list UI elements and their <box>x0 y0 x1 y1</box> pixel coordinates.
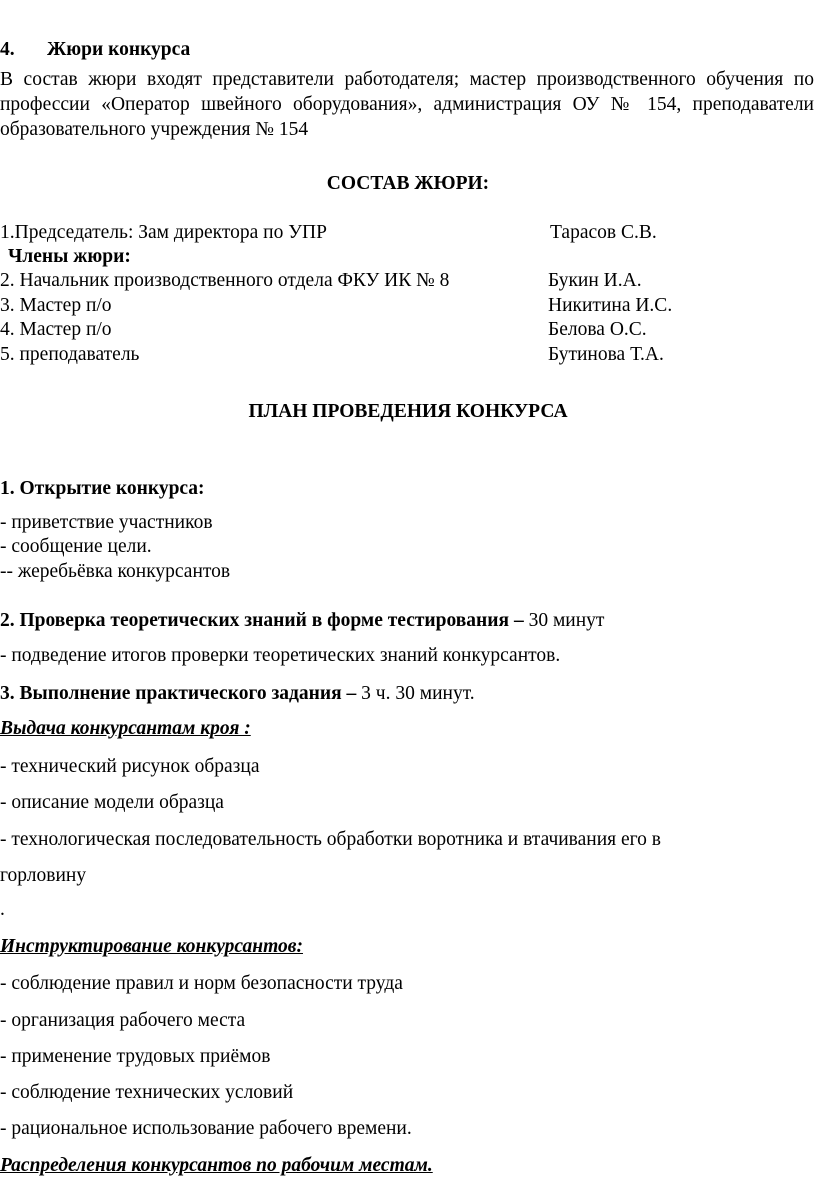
jury-member-name: Букин И.А. <box>548 270 642 291</box>
stage1-item: -- жеребьёвка конкурсантов <box>0 561 231 582</box>
plan-heading: ПЛАН ПРОВЕДЕНИЯ КОНКУРСА <box>248 401 568 422</box>
stage3-title: 3. Выполнение практического задания – <box>0 683 357 704</box>
issue-heading: Выдача конкурсантам кроя : <box>0 718 251 739</box>
issue-item: горловину <box>0 865 87 886</box>
instruction-item: - соблюдение технических условий <box>0 1082 294 1103</box>
intro-paragraph: В состав жюри входят представители работодателя; мастер производственного обучения по профессии «Оператор швейного оборудования», администрация ОУ № 154, преподаватели образовательного учреждения № 154 <box>0 69 814 140</box>
instruction-item: - рациональное использование рабочего времени. <box>0 1118 412 1139</box>
issue-item: - технологическая последовательность обработки воротника и втачивания его в <box>0 829 662 850</box>
stage1-item: - сообщение цели. <box>0 536 152 557</box>
jury-members-heading: Члены жюри: <box>8 246 131 267</box>
section-heading <box>0 38 191 62</box>
jury-member-role: 2. Начальник производственного отдела ФКУ ИК № 8 <box>0 270 450 291</box>
instruction-item: - организация рабочего места <box>0 1010 246 1031</box>
distribution-heading: Распределения конкурсантов по рабочим местам. <box>0 1155 433 1176</box>
instruction-item: - применение трудовых приёмов <box>0 1046 271 1067</box>
stage2-line <box>0 609 604 633</box>
jury-chair-name: Тарасов С.В. <box>550 222 657 243</box>
issue-item: - технический рисунок образца <box>0 756 260 777</box>
stage3-line <box>0 682 475 706</box>
stage1-title: 1. Открытие конкурса: <box>0 478 205 499</box>
jury-member-name: Никитина И.С. <box>548 295 673 316</box>
jury-member-name: Бутинова Т.А. <box>548 344 664 365</box>
jury-member-role: 5. преподаватель <box>0 344 140 365</box>
stage2-duration: 30 минут <box>523 610 605 631</box>
jury-chair-role: 1.Председатель: Зам директора по УПР <box>0 222 327 243</box>
stage1-item: - приветствие участников <box>0 512 213 533</box>
issue-item: - описание модели образца <box>0 792 224 813</box>
instruction-item: - соблюдение правил и норм безопасности труда <box>0 973 403 994</box>
section-number: 4. <box>0 39 15 60</box>
jury-member-role: 3. Мастер п/о <box>0 295 112 316</box>
stray-dot: . <box>0 899 5 920</box>
jury-heading: СОСТАВ ЖЮРИ: <box>326 173 490 194</box>
jury-member-role: 4. Мастер п/о <box>0 319 112 340</box>
instruction-heading: Инструктирование конкурсантов: <box>0 936 303 957</box>
jury-member-name: Белова О.С. <box>548 319 647 340</box>
stage3-duration: 3 ч. 30 минут. <box>356 683 475 704</box>
section-title: Жюри конкурса <box>47 39 191 60</box>
stage2-title: 2. Проверка теоретических знаний в форме тестирования – <box>0 610 524 631</box>
stage2-note: - подведение итогов проверки теоретических знаний конкурсантов. <box>0 645 561 666</box>
